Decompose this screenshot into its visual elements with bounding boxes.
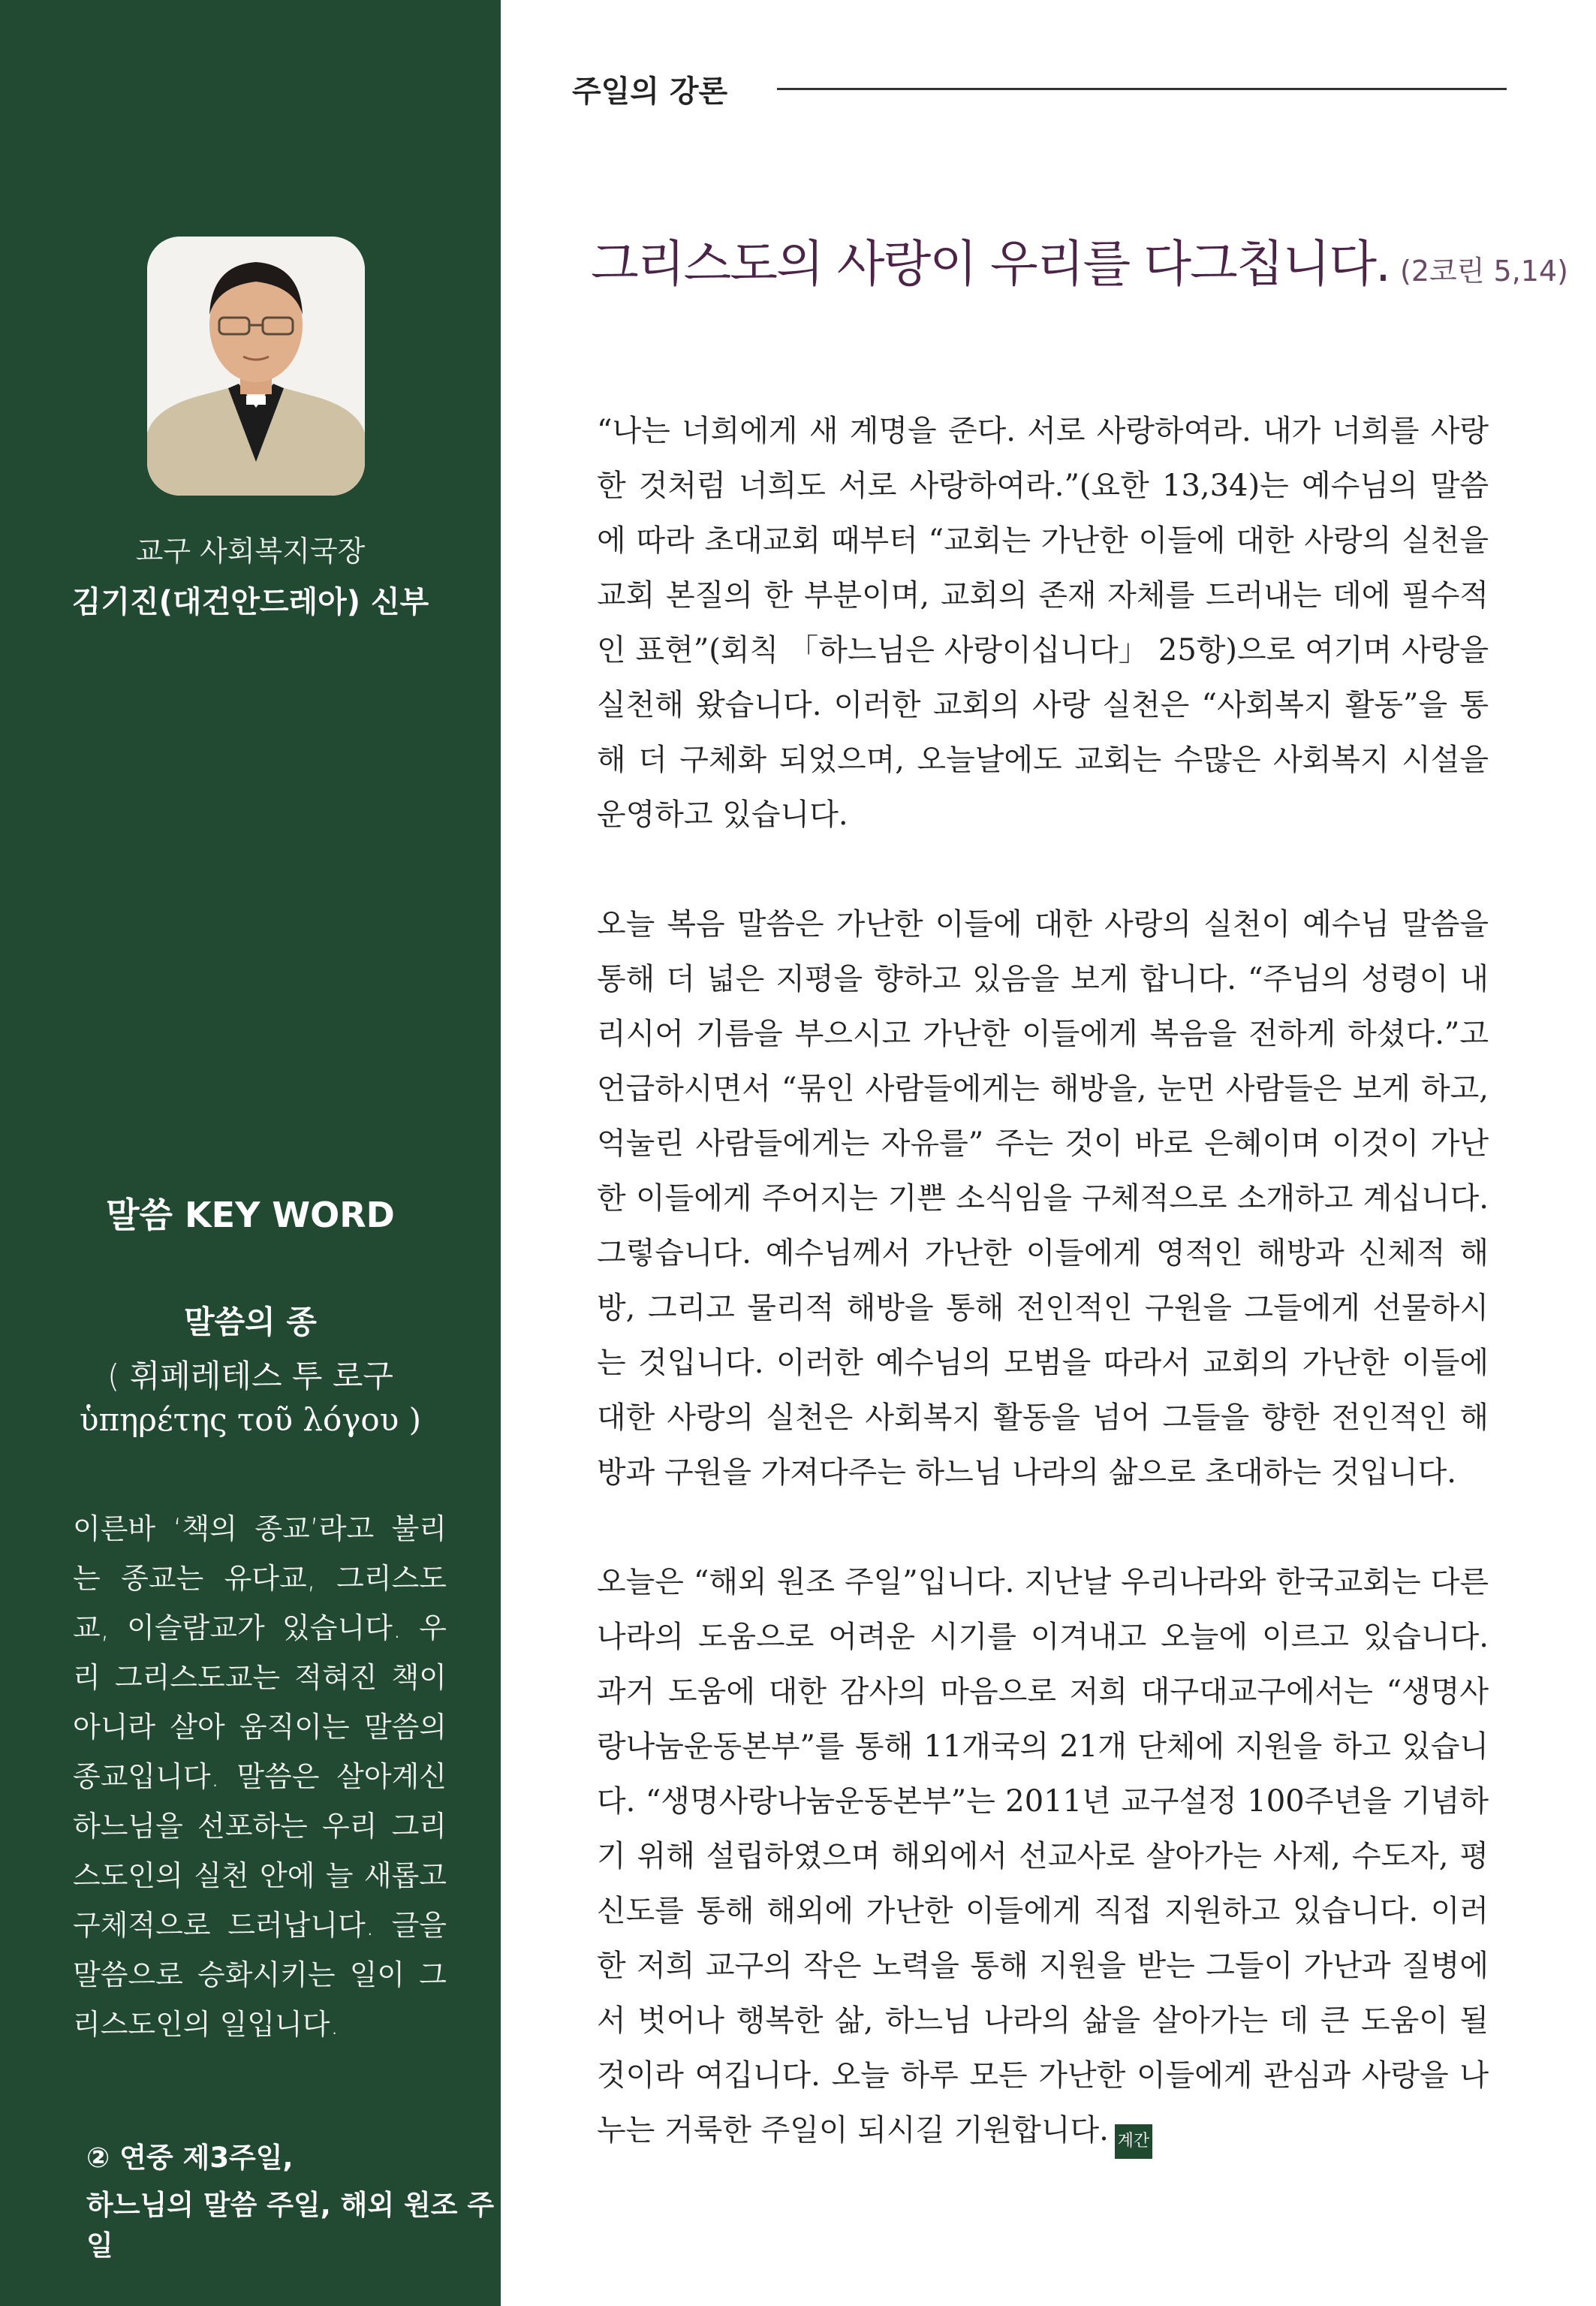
keyword-transliteration: ( 휘페레테스 투 로구	[107, 1358, 393, 1394]
author-portrait-image	[147, 237, 365, 496]
article-title-text: 그리스도의 사랑이 우리를 다그칩니다.	[591, 235, 1390, 293]
keyword-description: 이른바 ‘책의 종교’라고 불리는 종교는 유다교, 그리스도교, 이슬람교가 있습니다. 우리 그리스도교는 적혀진 책이 아니라 살아 움직이는 말씀의 종교입니다. 말씀은 살아계신 하느님을 선포하는 우리 그리스도인의 실천 안에 늘 새롭고 구체적으로 드러납니다. 글을 말씀으로 승화시키는 일이 그리스도인의 일입니다.	[73, 1512, 447, 2041]
author-role: 교구 사회복지국장	[135, 535, 366, 568]
article-paragraph-3-text: 오늘은 “해외 원조 주일”입니다. 지난날 우리나라와 한국교회는 다른 나라의 도움으로 어려운 시기를 이겨내고 오늘에 이르고 있습니다. 과거 도움에 대한 감사의 마음으로 저희 대구대교구에서는 “생명사랑나눔운동본부”를 통해 11개국의 21개 단체에 지원을 하고 있습니다. “생명사랑나눔운동본부”는 2011년 교구설정 100주년을 기념하기 위해 설립하였으며 해외에서 선교사로 살아가는 사제, 수도자, 평신도를 통해 해외에 가난한 이들에게 직접 지원하고 있습니다. 이러한 저희 교구의 작은 노력을 통해 지원을 받는 그들이 가난과 질병에서 벗어나 행복한 삶, 하느님 나라의 삶을 살아가는 데 큰 도움이 될 것이라 여깁니다. 오늘 하루 모든 가난한 이들에게 관심과 사랑을 나누는 거룩한 주일이 되시길 기원합니다.	[597, 1565, 1489, 2148]
author-photo	[147, 237, 365, 496]
article-paragraph-2: 오늘 복음 말씀은 가난한 이들에 대한 사랑의 실천이 예수님 말씀을 통해 더 넓은 지평을 향하고 있음을 보게 합니다. “주님의 성령이 내리시어 기름을 부으시고 가난한 이들에게 복음을 전하게 하셨다.”고 언급하시면서 “묶인 사람들에게는 해방을, 눈먼 사람들은 보게 하고, 억눌린 사람들에게는 자유를” 주는 것이 바로 은혜이며 이것이 가난한 이들에게 주어지는 기쁜 소식임을 구체적으로 소개하고 계십니다. 그렇습니다. 예수님께서 가난한 이들에게 영적인 해방과 신체적 해방, 그리고 물리적 해방을 통해 전인적인 구원을 그들에게 선물하시는 것입니다. 이러한 예수님의 모범을 따라서 교회의 가난한 이들에 대한 사랑의 실천은 사회복지 활동을 넘어 그들을 향한 전인적인 해방과 구원을 가져다주는 하느님 나라의 삶으로 초대하는 것입니다.	[597, 907, 1489, 1490]
section-label: 주일의 강론	[572, 74, 728, 109]
keyword-greek: ὑπηρέτης τοῦ λόγου )	[80, 1401, 421, 1438]
author-name: 김기진(대건안드레아) 신부	[71, 585, 429, 619]
liturgical-sundays: 하느님의 말씀 주일, 해외 원조 주일	[86, 2189, 495, 2262]
header-divider	[777, 88, 1507, 90]
article-title	[591, 224, 1568, 295]
keyword-title: 말씀 KEY WORD	[106, 1195, 395, 1235]
liturgical-week: ② 연중 제3주일,	[86, 2142, 294, 2174]
article-body	[597, 404, 1489, 2159]
keyword-term: 말씀의 종	[184, 1304, 317, 1340]
end-mark-icon: 계간	[1115, 2124, 1152, 2159]
scripture-reference: (2코린 5,14)	[1400, 255, 1568, 288]
sidebar	[0, 0, 501, 2306]
article-paragraph-3	[597, 1555, 1489, 2159]
article-paragraph-1: “나는 너희에게 새 계명을 준다. 서로 사랑하여라. 내가 너희를 사랑한 것처럼 너희도 서로 사랑하여라.”(요한 13,34)는 예수님의 말씀에 따라 초대교회 때부터 “교회는 가난한 이들에 대한 사랑의 실천을 교회 본질의 한 부분이며, 교회의 존재 자체를 드러내는 데에 필수적인 표현”(회칙 「하느님은 사랑이십니다」 25항)으로 여기며 사랑을 실천해 왔습니다. 이러한 교회의 사랑 실천은 “사회복지 활동”을 통해 더 구체화 되었으며, 오늘날에도 교회는 수많은 사회복지 시설을 운영하고 있습니다.	[597, 414, 1489, 832]
